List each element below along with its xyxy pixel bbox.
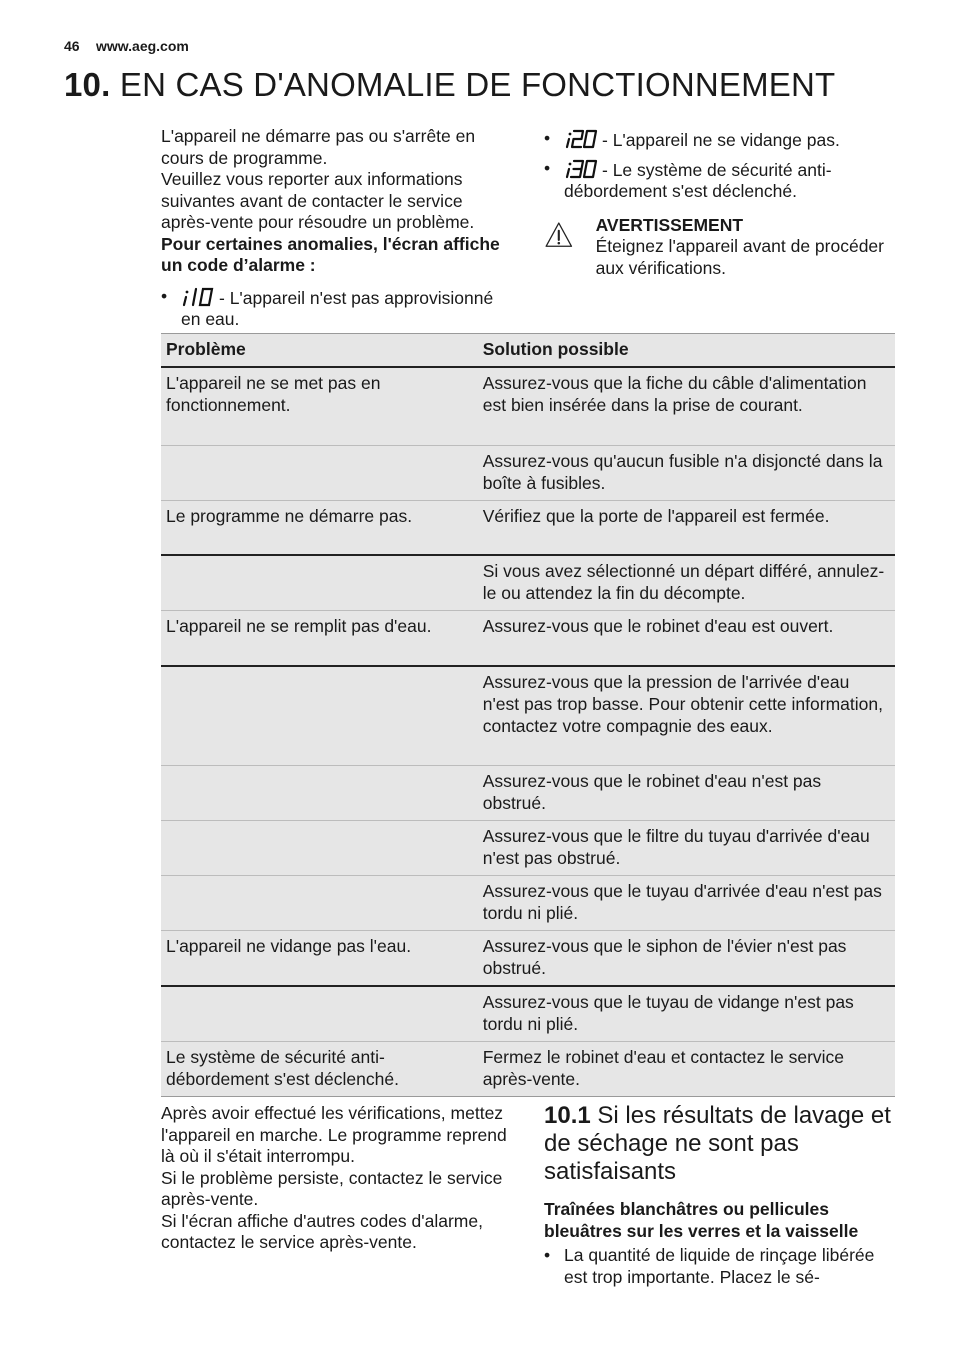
alarm-codes-block — [544, 128, 894, 279]
alarm-code-item: • - L'appareil ne se vidange pas. — [544, 128, 840, 150]
problem-cell — [161, 766, 478, 821]
problem-cell: L'appareil ne se met pas en fonctionnement. — [161, 367, 478, 445]
section-title-text: EN CAS D'ANOMALIE DE FONCTIONNEMENT — [119, 66, 836, 103]
alarm-code-item: • - Le système de sécurité anti-débordement s'est déclenché. — [544, 157, 832, 201]
column-header-solution: Solution possible — [478, 334, 895, 368]
table-row — [161, 367, 895, 445]
page-number: 46 — [64, 38, 80, 54]
table-row — [161, 876, 895, 931]
intro-block — [161, 126, 513, 331]
problem-cell — [161, 986, 478, 1042]
alarm-code-item: • - L'appareil n'est pas approvisionné en eau. — [161, 285, 494, 329]
solution-cell: Assurez-vous que le robinet d'eau n'est pas obstrué. — [478, 766, 895, 821]
solution-cell: Assurez-vous que le tuyau de vidange n'est pas tordu ni plié. — [478, 986, 895, 1042]
problem-cell: Le programme ne démarre pas. — [161, 500, 478, 555]
table-row — [161, 555, 895, 611]
table-row — [161, 500, 895, 555]
after-block — [161, 1103, 511, 1254]
section-number: 10. — [64, 66, 111, 103]
warning-triangle-icon — [544, 215, 574, 255]
problem-cell: Le système de sécurité anti-débordement s'est déclenché. — [161, 1042, 478, 1097]
warning-title: AVERTISSEMENT — [595, 214, 744, 235]
table-row — [161, 931, 895, 987]
site-url: www.aeg.com — [96, 38, 189, 54]
solution-cell: Assurez-vous que le robinet d'eau est ouvert. — [478, 611, 895, 666]
intro-p1: L'appareil ne démarre pas ou s'arrête en cours de programme. — [161, 126, 476, 168]
solution-cell: Vérifiez que la porte de l'appareil est fermée. — [478, 500, 895, 555]
after-p2: Si le problème persiste, contactez le service après-vente. — [161, 1167, 503, 1209]
table-row — [161, 821, 895, 876]
subsection-title — [544, 1102, 904, 1186]
solution-cell: Si vous avez sélectionné un départ différé, annulez-le ou attendez la fin du décompte. — [478, 555, 895, 611]
problem-cell: L'appareil ne vidange pas l'eau. — [161, 931, 478, 987]
warning-text: Éteignez l'appareil avant de procéder aux vérifications. — [595, 236, 884, 278]
problem-cell — [161, 821, 478, 876]
subsection-bullet: • La quantité de liquide de rinçage libérée est trop importante. Placez le sé- — [544, 1245, 875, 1287]
table-row — [161, 445, 895, 500]
subsection-number: 10.1 — [544, 1102, 591, 1129]
after-p3: Si l'écran affiche d'autres codes d'alarme, contactez le service après-vente. — [161, 1210, 483, 1252]
seven-segment-code-i30-icon — [564, 158, 598, 180]
after-p1: Après avoir effectué les vérifications, mettez l'appareil en marche. Le programme reprend là où il s'était interrompu. — [161, 1103, 507, 1166]
problem-cell — [161, 666, 478, 766]
problem-cell: L'appareil ne se remplit pas d'eau. — [161, 611, 478, 666]
subsection-title-text: Si les résultats de lavage et de séchage ne sont pas satisfaisants — [544, 1102, 891, 1185]
solution-cell: Assurez-vous que le filtre du tuyau d'arrivée d'eau n'est pas obstrué. — [478, 821, 895, 876]
table-row — [161, 611, 895, 666]
solution-cell: Assurez-vous que le siphon de l'évier n'est pas obstrué. — [478, 931, 895, 987]
intro-p3: Pour certaines anomalies, l'écran affiche un code d’alarme : — [161, 233, 500, 275]
subsection-heading: Traînées blanchâtres ou pellicules bleuâtres sur les verres et la vaisselle — [544, 1199, 859, 1241]
section-title — [64, 66, 835, 104]
problem-cell — [161, 555, 478, 611]
table-row — [161, 1042, 895, 1097]
column-header-problem: Problème — [161, 334, 478, 368]
seven-segment-code-i20-icon — [564, 128, 598, 150]
troubleshooting-table — [161, 333, 895, 1097]
problem-cell — [161, 876, 478, 931]
warning-block — [544, 215, 894, 280]
problem-cell — [161, 445, 478, 500]
seven-segment-code-i10-icon — [181, 286, 215, 308]
alarm-code-text: - Le système de sécurité anti-débordement s'est déclenché. — [564, 159, 832, 201]
alarm-code-text: - L'appareil ne se vidange pas. — [602, 130, 840, 150]
alarm-code-text: - L'appareil n'est pas approvisionné en eau. — [181, 287, 494, 329]
subsection-bullet-text: La quantité de liquide de rinçage libérée est trop importante. Placez le sé- — [564, 1245, 875, 1287]
table-row — [161, 986, 895, 1042]
solution-cell: Assurez-vous qu'aucun fusible n'a disjoncté dans la boîte à fusibles. — [478, 445, 895, 500]
table-row — [161, 666, 895, 766]
solution-cell: Assurez-vous que la pression de l'arrivée d'eau n'est pas trop basse. Pour obtenir cette information, contactez votre compagnie des eaux. — [478, 666, 895, 766]
solution-cell: Assurez-vous que le tuyau d'arrivée d'eau n'est pas tordu ni plié. — [478, 876, 895, 931]
solution-cell: Assurez-vous que la fiche du câble d'alimentation est bien insérée dans la prise de courant. — [478, 367, 895, 445]
intro-p2: Veuillez vous reporter aux informations suivantes avant de contacter le service après-vente pour résoudre un problème. — [161, 169, 475, 232]
table-row — [161, 766, 895, 821]
solution-cell: Fermez le robinet d'eau et contactez le service après-vente. — [478, 1042, 895, 1097]
table-header-row — [161, 334, 895, 368]
